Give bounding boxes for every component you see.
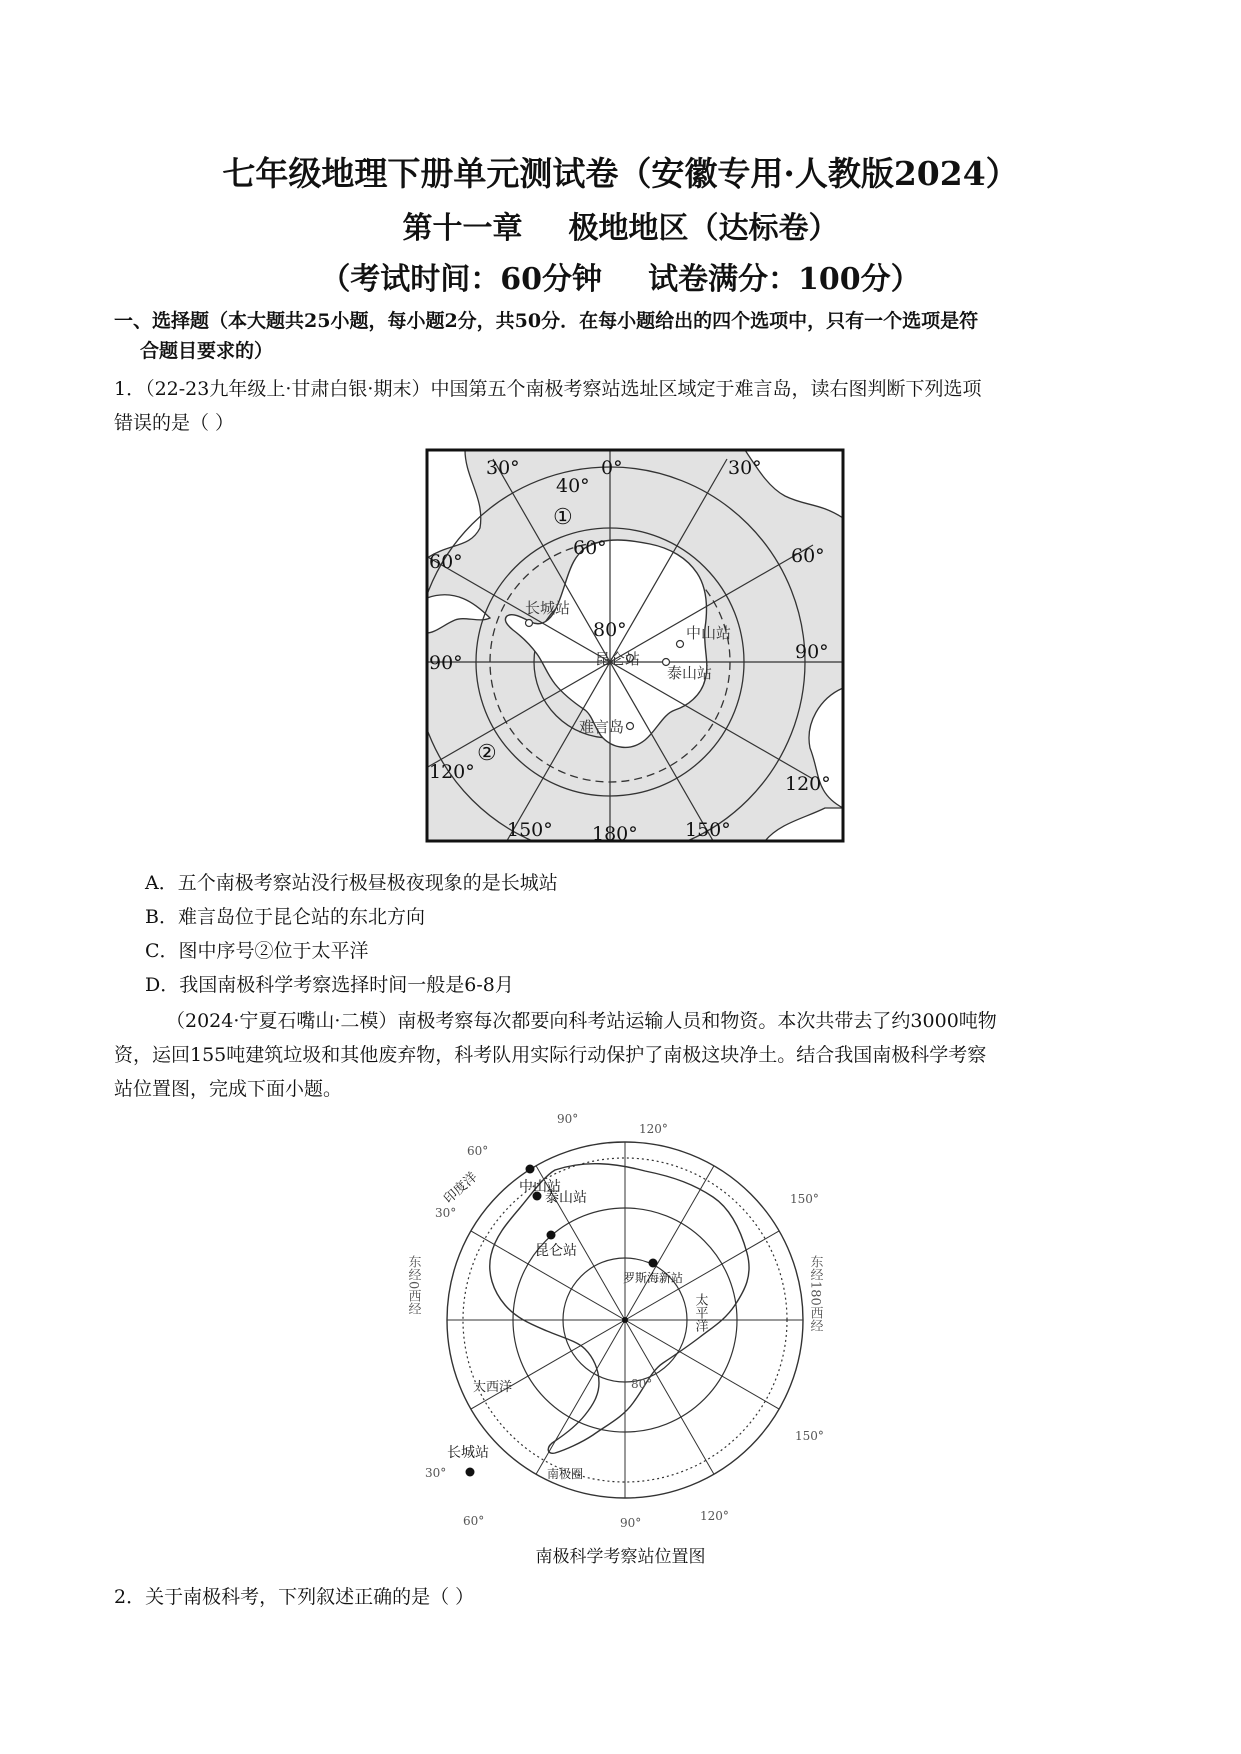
q1-option-a: A．五个南极考察站没行极昼极夜现象的是长城站 bbox=[145, 872, 558, 894]
map1-lon-label: 60° bbox=[429, 551, 463, 573]
antarctica-map-1 bbox=[425, 448, 845, 843]
map1-changcheng-dot bbox=[526, 620, 533, 627]
map2-ocean-label: 印度洋 bbox=[441, 1169, 481, 1207]
map2-south-pole bbox=[622, 1317, 628, 1323]
map2-changcheng-dot bbox=[466, 1468, 475, 1477]
chapter-title bbox=[0, 203, 1241, 247]
map1-lat-label: 80° bbox=[593, 619, 627, 641]
map2-deg-label: 90° bbox=[557, 1112, 579, 1126]
map2-deg-label: 90° bbox=[620, 1516, 642, 1530]
q1-option-c: C．图中序号②位于太平洋 bbox=[145, 940, 369, 962]
map2-caption: 南极科学考察站位置图 bbox=[535, 1547, 706, 1567]
map2-kunlun-dot bbox=[547, 1231, 556, 1240]
map2-changcheng-label: 长城站 bbox=[447, 1445, 489, 1461]
antarctica-map-2 bbox=[395, 1105, 855, 1535]
map1-lon-label: 90° bbox=[795, 641, 829, 663]
exam-title: 七年级地理下册单元测试卷（安徽专用·人教版2024） bbox=[222, 154, 1019, 193]
map2-deg-label: 120° bbox=[700, 1509, 729, 1523]
q1-option-b: B．难言岛位于昆仑站的东北方向 bbox=[145, 906, 425, 928]
map1-zhongshan-label: 中山站 bbox=[686, 624, 732, 642]
map2-deg-label: 150° bbox=[795, 1429, 824, 1443]
map2-deg-label: 30° bbox=[425, 1466, 447, 1480]
passage-line: （2024·宁夏石嘴山·二模）南极考察每次都要向科考站运输人员和物资。本次共带去了约3000吨物 bbox=[166, 1010, 997, 1032]
map1-lon-label: 0° bbox=[601, 457, 623, 479]
map1-taishan-label: 泰山站 bbox=[667, 664, 713, 682]
map2-circle-label: 南极圈 bbox=[547, 1467, 584, 1481]
map2-taishan-label: 泰山站 bbox=[545, 1190, 587, 1206]
q1-stem: 1．（22-23九年级上·甘肃白银·期末）中国第五个南极考察站选址区域定于难言岛，读右图判断下列选项 bbox=[114, 378, 982, 400]
map2-zhongshan-label: 中山站 bbox=[519, 1179, 561, 1195]
map1-lon-label: 30° bbox=[486, 457, 520, 479]
exam-time: （考试时间：60分钟 bbox=[320, 262, 603, 297]
map1-nanyan-label: 难言岛 bbox=[579, 718, 625, 736]
map2-side-label-east: 东经180西经 bbox=[807, 1255, 823, 1332]
map1-kunlun-label: 昆仑站 bbox=[595, 650, 641, 668]
map2-rossi-dot bbox=[649, 1259, 658, 1268]
map1-lon-label: 120° bbox=[429, 761, 475, 783]
full-score: 试卷满分：100分） bbox=[648, 262, 921, 297]
chapter-number: 第十一章 bbox=[402, 211, 523, 246]
map1-lon-label: 120° bbox=[785, 773, 831, 795]
chapter-topic: 极地地区（达标卷） bbox=[568, 211, 839, 246]
map2-kunlun-label: 昆仑站 bbox=[535, 1243, 577, 1259]
passage-line: 站位置图，完成下面小题。 bbox=[114, 1078, 343, 1100]
map1-lon-label: 30° bbox=[728, 457, 762, 479]
map1-lon-label: 180° bbox=[592, 823, 638, 843]
map2-ocean-label: 太平洋 bbox=[692, 1293, 708, 1332]
map1-lon-label: 60° bbox=[791, 545, 825, 567]
map2-deg-label: 60° bbox=[463, 1514, 485, 1528]
passage-line: 资，运回155吨建筑垃圾和其他废弃物，科考队用实际行动保护了南极这块净土。结合我国南极科学考察 bbox=[114, 1044, 987, 1066]
map1-lon-label: 150° bbox=[685, 819, 731, 841]
map1-nanyan-dot bbox=[627, 723, 634, 730]
q2-stem: 2．关于南极科考，下列叙述正确的是（ ） bbox=[114, 1586, 475, 1608]
exam-info bbox=[0, 254, 1241, 298]
map2-side-label-west: 东经0西经 bbox=[405, 1255, 421, 1316]
section-heading-cont: 合题目要求的） bbox=[140, 340, 274, 362]
map1-zhongshan-dot bbox=[677, 641, 684, 648]
map1-changcheng-label: 长城站 bbox=[525, 599, 571, 617]
map2-deg-label: 150° bbox=[790, 1192, 819, 1206]
map2-ocean-label: 大西洋 bbox=[473, 1380, 513, 1395]
map2-deg-label: 60° bbox=[467, 1144, 489, 1158]
map1-lon-label: 90° bbox=[429, 652, 463, 674]
map1-lon-label: 150° bbox=[507, 819, 553, 841]
q1-option-d: D．我国南极科学考察选择时间一般是6-8月 bbox=[145, 974, 514, 996]
map2-rossi-label: 罗斯海新站 bbox=[623, 1271, 684, 1285]
map2-zhongshan-dot bbox=[526, 1165, 535, 1174]
map1-lat-label: 60° bbox=[573, 537, 607, 559]
map2-deg-label: 30° bbox=[435, 1206, 457, 1220]
map1-ocean-marker-2: ② bbox=[477, 741, 497, 766]
section-heading: 一、选择题（本大题共25小题，每小题2分，共50分．在每小题给出的四个选项中，只有一个选项是符 bbox=[114, 310, 979, 332]
map1-lat-label: 40° bbox=[556, 475, 590, 497]
map2-lat-label: 80° bbox=[631, 1377, 653, 1391]
q1-stem-cont: 错误的是（ ） bbox=[114, 412, 235, 434]
map1-ocean-marker-1: ① bbox=[553, 505, 573, 530]
map2-deg-label: 120° bbox=[639, 1122, 668, 1136]
